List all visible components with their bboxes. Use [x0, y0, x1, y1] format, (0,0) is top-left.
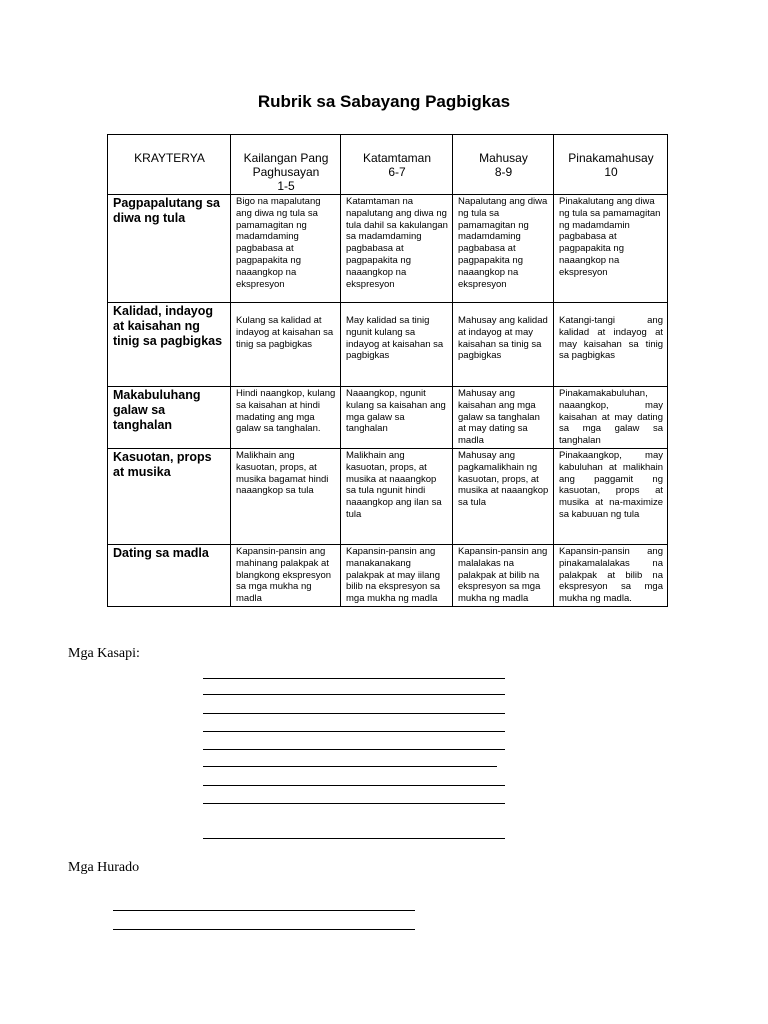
- signature-line: [203, 694, 505, 695]
- header-row: [108, 135, 668, 195]
- rubric-cell: Kapansin-pansin ang pinakamalalakas na palakpak at bilib na ekspresyon sa mga mukha ng madla.: [554, 544, 668, 606]
- signature-line: [203, 803, 505, 804]
- signature-line: [113, 929, 415, 930]
- criterion-cell: Pagpapalutang sa diwa ng tula: [108, 195, 231, 303]
- rubric-cell: Pinakaangkop, may kabuluhan at malikhain ang paggamit ng kasuotan, props at musika at na-maximize sa kabuuan ng tula: [554, 448, 668, 544]
- rubric-cell: Kulang sa kalidad at indayog at kaisahan sa tinig sa pagbigkas: [231, 303, 341, 387]
- rubric-cell: Napalutang ang diwa ng tula sa pamamagitan ng madamdaming pagbabasa at pagpapakita ng naaangkop na ekspresyon: [453, 195, 554, 303]
- rubric-cell: Naaangkop, ngunit kulang sa kaisahan ang mga galaw sa tanghalan: [341, 387, 453, 449]
- rubric-cell: Kapansin-pansin ang manakanakang palakpak at may iilang bilib na ekspresyon sa mga mukha ng madla: [341, 544, 453, 606]
- table-row: [108, 387, 668, 449]
- signature-line: [113, 910, 415, 911]
- signature-line: [203, 731, 505, 732]
- signature-line: [203, 785, 505, 786]
- header-name: Pinakamahusay: [568, 151, 654, 165]
- rubric-table: [107, 134, 668, 607]
- hurado-label: Mga Hurado: [68, 860, 140, 875]
- header-level-3: [453, 135, 554, 195]
- signature-line: [203, 678, 505, 679]
- header-range: 8-9: [494, 165, 513, 179]
- header-range: 6-7: [388, 165, 406, 179]
- rubric-cell: Malikhain ang kasuotan, props, at musika at naaangkop sa tula ngunit hindi naaangkop ang ilan sa tula: [341, 448, 453, 544]
- rubric-cell: Bigo na mapalutang ang diwa ng tula sa pamamagitan ng madamdaming pagbabasa at pagpapakita ng naaangkop na ekspresyon: [231, 195, 341, 303]
- rubric-cell: Kapansin-pansin ang malalakas na palakpak at bilib na ekspresyon sa mga mukha ng madla: [453, 544, 554, 606]
- header-level-4: [554, 135, 668, 195]
- kasapi-label: Mga Kasapi:: [68, 646, 140, 661]
- table-row: [108, 544, 668, 606]
- header-name: Kailangan Pang Paghusayan: [243, 151, 329, 179]
- criterion-cell: Kasuotan, props at musika: [108, 448, 231, 544]
- rubric-cell: Katangi-tangi ang kalidad at indayog at may kaisahan sa tinig sa pagbigkas: [554, 303, 668, 387]
- header-range: 1-5: [277, 179, 295, 193]
- criterion-cell: Dating sa madla: [108, 544, 231, 606]
- header-level-2: [341, 135, 453, 195]
- rubric-cell: Mahusay ang kaisahan ang mga galaw sa tanghalan at may dating sa madla: [453, 387, 554, 449]
- signature-line: [203, 766, 497, 767]
- rubric-cell: Pinakalutang ang diwa ng tula sa pamamagitan ng madamdamin pagbabasa at pagpapakita ng naaangkop na ekspresyon: [554, 195, 668, 303]
- header-range: 10: [604, 165, 618, 179]
- header-name: Mahusay: [479, 151, 528, 165]
- table-row: [108, 448, 668, 544]
- signature-line: [203, 838, 505, 839]
- table-row: [108, 195, 668, 303]
- rubric-cell: Hindi naangkop, kulang sa kaisahan at hindi madating ang mga galaw sa tanghalan.: [231, 387, 341, 449]
- rubric-cell: Kapansin-pansin ang mahinang palakpak at blangkong ekspresyon sa mga mukha ng madla: [231, 544, 341, 606]
- header-krayterya: [108, 135, 231, 195]
- table-row: [108, 303, 668, 387]
- document-title: Rubrik sa Sabayang Pagbigkas: [257, 92, 511, 111]
- rubric-cell: Mahusay ang kalidad at indayog at may kaisahan sa tinig sa pagbigkas: [453, 303, 554, 387]
- rubric-cell: Pinakamakabuluhan, naaangkop, may kaisahan at may dating sa mga galaw sa tanghalan: [554, 387, 668, 449]
- signature-line: [203, 749, 505, 750]
- rubric-cell: May kalidad sa tinig ngunit kulang sa indayog at kaisahan sa pagbigkas: [341, 303, 453, 387]
- header-name: KRAYTERYA: [134, 151, 205, 165]
- criterion-cell: Kalidad, indayog at kaisahan ng tinig sa pagbigkas: [108, 303, 231, 387]
- signature-line: [203, 713, 505, 714]
- criterion-cell: Makabuluhang galaw sa tanghalan: [108, 387, 231, 449]
- rubric-cell: Malikhain ang kasuotan, props, at musika bagamat hindi naaangkop sa tula: [231, 448, 341, 544]
- rubric-cell: Mahusay ang pagkamalikhain ng kasuotan, props, at musika at naaangkop sa tula: [453, 448, 554, 544]
- header-level-1: [231, 135, 341, 195]
- header-name: Katamtaman: [362, 151, 432, 165]
- rubric-cell: Katamtaman na napalutang ang diwa ng tula dahil sa kakulangan sa madamdaming pagbabasa at pagpapakita ng naaangkop na ekspresyon: [341, 195, 453, 303]
